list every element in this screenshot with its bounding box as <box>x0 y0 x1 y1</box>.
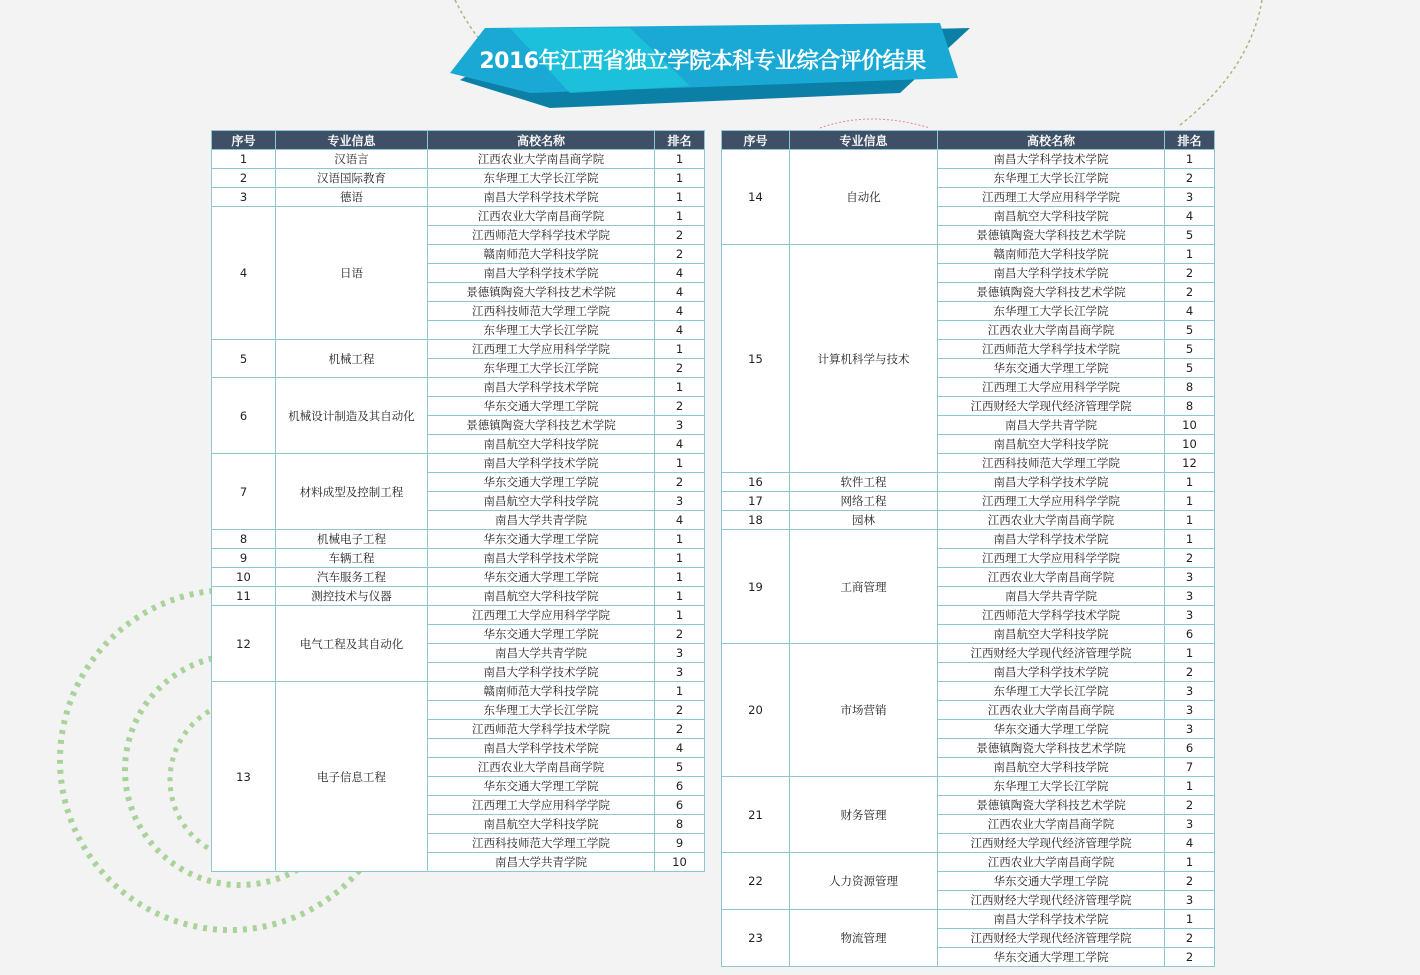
major-cell: 电子信息工程 <box>276 682 428 872</box>
rank-cell: 1 <box>655 454 705 473</box>
decorative-dashed-arc <box>1180 0 1262 125</box>
header-row <box>722 131 1215 150</box>
school-cell: 华东交通大学理工学院 <box>938 948 1165 967</box>
rank-cell: 4 <box>1165 834 1215 853</box>
school-cell: 东华理工大学长江学院 <box>428 359 655 378</box>
school-cell: 赣南师范大学科技学院 <box>428 682 655 701</box>
rank-cell: 6 <box>1165 739 1215 758</box>
rank-cell: 1 <box>655 188 705 207</box>
school-cell: 南昌大学科学技术学院 <box>428 663 655 682</box>
school-cell: 江西农业大学南昌商学院 <box>428 758 655 777</box>
rank-cell: 3 <box>1165 891 1215 910</box>
seq-cell: 11 <box>212 587 276 606</box>
rank-cell: 3 <box>1165 701 1215 720</box>
rank-cell: 2 <box>1165 872 1215 891</box>
seq-cell: 21 <box>722 777 790 853</box>
rank-cell: 4 <box>655 283 705 302</box>
rank-cell: 3 <box>655 663 705 682</box>
rank-cell: 1 <box>1165 511 1215 530</box>
school-cell: 江西师范大学科学技术学院 <box>938 340 1165 359</box>
rank-cell: 1 <box>1165 245 1215 264</box>
school-cell: 江西财经大学现代经济管理学院 <box>938 891 1165 910</box>
rank-cell: 4 <box>655 264 705 283</box>
school-cell: 南昌大学科学技术学院 <box>428 378 655 397</box>
school-cell: 东华理工大学长江学院 <box>938 302 1165 321</box>
seq-cell: 1 <box>212 150 276 169</box>
rank-cell: 3 <box>1165 587 1215 606</box>
rank-cell: 1 <box>655 150 705 169</box>
rank-cell: 2 <box>1165 549 1215 568</box>
school-cell: 江西财经大学现代经济管理学院 <box>938 644 1165 663</box>
school-cell: 南昌航空大学科技学院 <box>938 625 1165 644</box>
rank-cell: 5 <box>1165 226 1215 245</box>
school-cell: 景德镇陶瓷大学科技艺术学院 <box>938 796 1165 815</box>
rank-cell: 6 <box>655 796 705 815</box>
school-cell: 华东交通大学理工学院 <box>428 568 655 587</box>
major-cell: 自动化 <box>790 150 938 245</box>
rank-cell: 5 <box>1165 321 1215 340</box>
school-cell: 南昌大学科学技术学院 <box>428 188 655 207</box>
rank-cell: 1 <box>655 530 705 549</box>
major-cell: 德语 <box>276 188 428 207</box>
seq-cell: 2 <box>212 169 276 188</box>
header-seq: 序号 <box>212 131 276 150</box>
major-cell: 机械工程 <box>276 340 428 378</box>
ranking-table-right <box>721 130 1215 967</box>
school-cell: 南昌大学科学技术学院 <box>938 530 1165 549</box>
header-row <box>212 131 705 150</box>
school-cell: 江西师范大学科学技术学院 <box>428 226 655 245</box>
school-cell: 东华理工大学长江学院 <box>428 701 655 720</box>
seq-cell: 16 <box>722 473 790 492</box>
table-row <box>212 207 705 226</box>
seq-cell: 22 <box>722 853 790 910</box>
table-row <box>212 454 705 473</box>
school-cell: 江西科技师范大学理工学院 <box>938 454 1165 473</box>
school-cell: 南昌大学共青学院 <box>428 853 655 872</box>
major-cell: 工商管理 <box>790 530 938 644</box>
school-cell: 华东交通大学理工学院 <box>428 625 655 644</box>
rank-cell: 6 <box>655 777 705 796</box>
school-cell: 华东交通大学理工学院 <box>938 872 1165 891</box>
school-cell: 华东交通大学理工学院 <box>428 473 655 492</box>
table-row <box>722 644 1215 663</box>
header-seq: 序号 <box>722 131 790 150</box>
seq-cell: 4 <box>212 207 276 340</box>
school-cell: 东华理工大学长江学院 <box>428 169 655 188</box>
school-cell: 景德镇陶瓷大学科技艺术学院 <box>938 226 1165 245</box>
rank-cell: 5 <box>1165 359 1215 378</box>
school-cell: 南昌大学科学技术学院 <box>938 473 1165 492</box>
table-row <box>722 530 1215 549</box>
decorative-dashed-arc <box>820 119 930 128</box>
school-cell: 南昌大学科学技术学院 <box>938 150 1165 169</box>
rank-cell: 10 <box>655 853 705 872</box>
rank-cell: 2 <box>655 473 705 492</box>
rank-cell: 3 <box>1165 815 1215 834</box>
school-cell: 江西理工大学应用科学学院 <box>938 378 1165 397</box>
table-row <box>722 245 1215 264</box>
school-cell: 江西理工大学应用科学学院 <box>428 796 655 815</box>
table-row <box>722 511 1215 530</box>
rank-cell: 5 <box>1165 340 1215 359</box>
major-cell: 软件工程 <box>790 473 938 492</box>
school-cell: 华东交通大学理工学院 <box>938 359 1165 378</box>
school-cell: 江西农业大学南昌商学院 <box>938 853 1165 872</box>
table-row <box>212 682 705 701</box>
school-cell: 南昌大学科学技术学院 <box>428 739 655 758</box>
seq-cell: 23 <box>722 910 790 967</box>
rank-cell: 1 <box>1165 473 1215 492</box>
school-cell: 江西农业大学南昌商学院 <box>938 701 1165 720</box>
rank-cell: 2 <box>1165 663 1215 682</box>
school-cell: 东华理工大学长江学院 <box>428 321 655 340</box>
school-cell: 江西理工大学应用科学学院 <box>428 606 655 625</box>
rank-cell: 4 <box>655 435 705 454</box>
school-cell: 江西财经大学现代经济管理学院 <box>938 929 1165 948</box>
table-row <box>722 150 1215 169</box>
rank-cell: 3 <box>655 416 705 435</box>
rank-cell: 3 <box>1165 188 1215 207</box>
rank-cell: 1 <box>655 378 705 397</box>
page-title: 2016年江西省独立学院本科专业综合评价结果 <box>479 49 926 74</box>
table-row <box>212 188 705 207</box>
seq-cell: 17 <box>722 492 790 511</box>
seq-cell: 5 <box>212 340 276 378</box>
table-row <box>212 587 705 606</box>
school-cell: 江西农业大学南昌商学院 <box>938 321 1165 340</box>
seq-cell: 19 <box>722 530 790 644</box>
rank-cell: 2 <box>655 245 705 264</box>
rank-cell: 1 <box>655 549 705 568</box>
table-row <box>212 150 705 169</box>
rank-cell: 10 <box>1165 416 1215 435</box>
school-cell: 江西农业大学南昌商学院 <box>428 207 655 226</box>
rank-cell: 1 <box>655 340 705 359</box>
school-cell: 南昌大学共青学院 <box>938 416 1165 435</box>
rank-cell: 1 <box>655 606 705 625</box>
school-cell: 华东交通大学理工学院 <box>428 397 655 416</box>
school-cell: 景德镇陶瓷大学科技艺术学院 <box>938 283 1165 302</box>
major-cell: 车辆工程 <box>276 549 428 568</box>
seq-cell: 7 <box>212 454 276 530</box>
table-row <box>212 169 705 188</box>
school-cell: 东华理工大学长江学院 <box>938 777 1165 796</box>
school-cell: 南昌大学科学技术学院 <box>428 264 655 283</box>
rank-cell: 1 <box>1165 910 1215 929</box>
rank-cell: 2 <box>655 720 705 739</box>
school-cell: 南昌航空大学科技学院 <box>428 435 655 454</box>
rank-cell: 12 <box>1165 454 1215 473</box>
rank-cell: 3 <box>1165 606 1215 625</box>
school-cell: 东华理工大学长江学院 <box>938 169 1165 188</box>
rank-cell: 2 <box>1165 264 1215 283</box>
school-cell: 江西财经大学现代经济管理学院 <box>938 834 1165 853</box>
school-cell: 华东交通大学理工学院 <box>428 530 655 549</box>
school-cell: 江西农业大学南昌商学院 <box>938 815 1165 834</box>
seq-cell: 10 <box>212 568 276 587</box>
rank-cell: 3 <box>655 492 705 511</box>
rank-cell: 1 <box>1165 777 1215 796</box>
table-row <box>212 568 705 587</box>
table-row <box>212 606 705 625</box>
seq-cell: 15 <box>722 245 790 473</box>
major-cell: 人力资源管理 <box>790 853 938 910</box>
school-cell: 赣南师范大学科技学院 <box>938 245 1165 264</box>
rank-cell: 2 <box>655 226 705 245</box>
rank-cell: 10 <box>1165 435 1215 454</box>
seq-cell: 12 <box>212 606 276 682</box>
rank-cell: 3 <box>1165 720 1215 739</box>
rank-cell: 2 <box>655 397 705 416</box>
table-row <box>722 853 1215 872</box>
seq-cell: 9 <box>212 549 276 568</box>
rank-cell: 2 <box>1165 169 1215 188</box>
school-cell: 江西财经大学现代经济管理学院 <box>938 397 1165 416</box>
school-cell: 江西科技师范大学理工学院 <box>428 834 655 853</box>
school-cell: 南昌大学共青学院 <box>938 587 1165 606</box>
rank-cell: 4 <box>1165 207 1215 226</box>
rank-cell: 2 <box>1165 929 1215 948</box>
school-cell: 南昌大学共青学院 <box>428 511 655 530</box>
school-cell: 南昌大学科学技术学院 <box>428 454 655 473</box>
rank-cell: 9 <box>655 834 705 853</box>
rank-cell: 5 <box>655 758 705 777</box>
rank-cell: 4 <box>655 739 705 758</box>
school-cell: 江西理工大学应用科学学院 <box>938 188 1165 207</box>
header-rank: 排名 <box>1165 131 1215 150</box>
table-row <box>722 910 1215 929</box>
major-cell: 汉语国际教育 <box>276 169 428 188</box>
table-row <box>212 378 705 397</box>
school-cell: 南昌大学科学技术学院 <box>938 910 1165 929</box>
rank-cell: 1 <box>1165 853 1215 872</box>
school-cell: 华东交通大学理工学院 <box>428 777 655 796</box>
school-cell: 江西理工大学应用科学学院 <box>938 492 1165 511</box>
table-row <box>212 530 705 549</box>
school-cell: 景德镇陶瓷大学科技艺术学院 <box>938 739 1165 758</box>
school-cell: 南昌航空大学科技学院 <box>938 435 1165 454</box>
school-cell: 景德镇陶瓷大学科技艺术学院 <box>428 416 655 435</box>
rank-cell: 2 <box>1165 948 1215 967</box>
rank-cell: 1 <box>1165 530 1215 549</box>
major-cell: 计算机科学与技术 <box>790 245 938 473</box>
seq-cell: 13 <box>212 682 276 872</box>
major-cell: 材料成型及控制工程 <box>276 454 428 530</box>
school-cell: 江西师范大学科学技术学院 <box>938 606 1165 625</box>
rank-cell: 2 <box>1165 796 1215 815</box>
rank-cell: 4 <box>655 321 705 340</box>
table-row <box>212 340 705 359</box>
rank-cell: 3 <box>1165 568 1215 587</box>
rank-cell: 1 <box>1165 644 1215 663</box>
seq-cell: 3 <box>212 188 276 207</box>
seq-cell: 18 <box>722 511 790 530</box>
rank-cell: 4 <box>655 302 705 321</box>
seq-cell: 20 <box>722 644 790 777</box>
major-cell: 测控技术与仪器 <box>276 587 428 606</box>
major-cell: 机械设计制造及其自动化 <box>276 378 428 454</box>
header-major: 专业信息 <box>790 131 938 150</box>
seq-cell: 14 <box>722 150 790 245</box>
table-row <box>722 473 1215 492</box>
rank-cell: 1 <box>655 169 705 188</box>
header-school: 高校名称 <box>428 131 655 150</box>
rank-cell: 1 <box>655 568 705 587</box>
school-cell: 江西理工大学应用科学学院 <box>428 340 655 359</box>
major-cell: 汽车服务工程 <box>276 568 428 587</box>
header-major: 专业信息 <box>276 131 428 150</box>
rank-cell: 1 <box>655 207 705 226</box>
seq-cell: 6 <box>212 378 276 454</box>
rank-cell: 2 <box>1165 283 1215 302</box>
school-cell: 江西师范大学科学技术学院 <box>428 720 655 739</box>
rank-cell: 2 <box>655 359 705 378</box>
rank-cell: 3 <box>655 644 705 663</box>
major-cell: 园林 <box>790 511 938 530</box>
header-rank: 排名 <box>655 131 705 150</box>
school-cell: 南昌航空大学科技学院 <box>428 492 655 511</box>
major-cell: 网络工程 <box>790 492 938 511</box>
major-cell: 物流管理 <box>790 910 938 967</box>
rank-cell: 8 <box>1165 378 1215 397</box>
rank-cell: 1 <box>655 587 705 606</box>
school-cell: 东华理工大学长江学院 <box>938 682 1165 701</box>
school-cell: 江西理工大学应用科学学院 <box>938 549 1165 568</box>
rank-cell: 6 <box>1165 625 1215 644</box>
school-cell: 南昌大学科学技术学院 <box>938 264 1165 283</box>
school-cell: 江西农业大学南昌商学院 <box>428 150 655 169</box>
school-cell: 赣南师范大学科技学院 <box>428 245 655 264</box>
major-cell: 汉语言 <box>276 150 428 169</box>
rank-cell: 2 <box>655 701 705 720</box>
rank-cell: 1 <box>655 682 705 701</box>
school-cell: 南昌航空大学科技学院 <box>428 587 655 606</box>
rank-cell: 1 <box>1165 492 1215 511</box>
school-cell: 南昌航空大学科技学院 <box>428 815 655 834</box>
school-cell: 华东交通大学理工学院 <box>938 720 1165 739</box>
major-cell: 机械电子工程 <box>276 530 428 549</box>
school-cell: 景德镇陶瓷大学科技艺术学院 <box>428 283 655 302</box>
rank-cell: 2 <box>655 625 705 644</box>
header-school: 高校名称 <box>938 131 1165 150</box>
rank-cell: 4 <box>1165 302 1215 321</box>
school-cell: 江西农业大学南昌商学院 <box>938 511 1165 530</box>
rank-cell: 8 <box>1165 397 1215 416</box>
school-cell: 南昌大学共青学院 <box>428 644 655 663</box>
major-cell: 市场营销 <box>790 644 938 777</box>
school-cell: 南昌大学科学技术学院 <box>938 663 1165 682</box>
ranking-table-left <box>211 130 705 872</box>
school-cell: 江西农业大学南昌商学院 <box>938 568 1165 587</box>
table-row <box>722 777 1215 796</box>
rank-cell: 1 <box>1165 150 1215 169</box>
rank-cell: 7 <box>1165 758 1215 777</box>
school-cell: 江西科技师范大学理工学院 <box>428 302 655 321</box>
major-cell: 财务管理 <box>790 777 938 853</box>
school-cell: 南昌航空大学科技学院 <box>938 207 1165 226</box>
school-cell: 南昌航空大学科技学院 <box>938 758 1165 777</box>
major-cell: 电气工程及其自动化 <box>276 606 428 682</box>
major-cell: 日语 <box>276 207 428 340</box>
table-row <box>722 492 1215 511</box>
rank-cell: 8 <box>655 815 705 834</box>
table-row <box>212 549 705 568</box>
rank-cell: 3 <box>1165 682 1215 701</box>
seq-cell: 8 <box>212 530 276 549</box>
rank-cell: 4 <box>655 511 705 530</box>
school-cell: 南昌大学科学技术学院 <box>428 549 655 568</box>
